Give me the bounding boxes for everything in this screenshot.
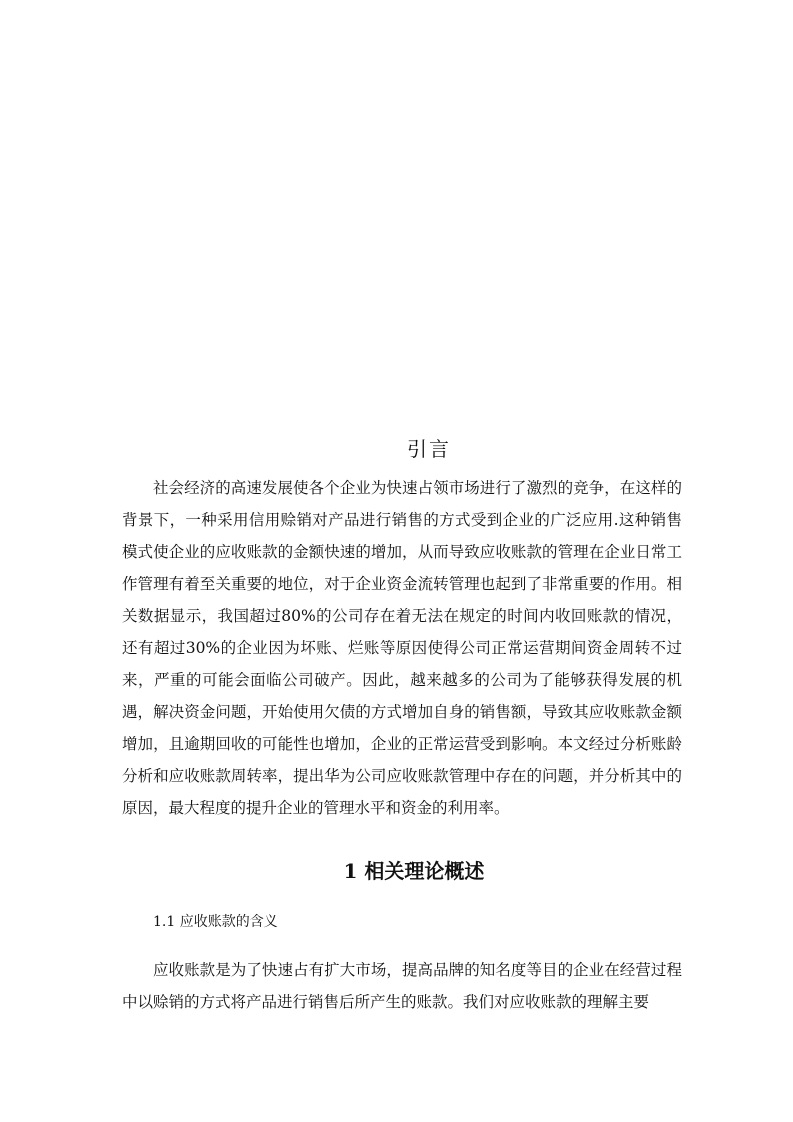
section-1-1-heading: 1.1 应收账款的含义 xyxy=(153,914,278,930)
chapter-1-heading: 1 相关理论概述 xyxy=(343,859,485,883)
intro-paragraph: 社会经济的高速发展使各个企业为快速占领市场进行了激烈的竞争，在这样的背景下，一种采用信用赊销对产品进行销售的方式受到企业的广泛应用.这种销售模式使企业的应收账款的金额快速的增加，从而导致应收账款的管理在企业日常工作管理有着至关重要的地位，对于企业资金流转管理也起到了非常重要的作用。相关数据显示，我国超过80%的公司存在着无法在规定的时间内收回账款的情况，还有超过30%的企业因为坏账、烂账等原因使得公司正常运营期间资金周转不过来，严重的可能会面临公司破产。因此，越来越多的公司为了能够获得发展的机遇，解决资金问题，开始使用欠债的方式增加自身的销售额，导致其应收账款金额增加，且逾期回收的可能性也增加，企业的正常运营受到影响。本文经过分析账龄分析和应收账款周转率，提出华为公司应收账款管理中存在的问题，并分析其中的原因，最大程度的提升企业的管理水平和资金的利用率。 xyxy=(122,479,682,817)
page-content xyxy=(122,432,682,1018)
intro-heading: 引言 xyxy=(407,437,451,461)
section-1-1-paragraph: 应收账款是为了快速占有扩大市场，提高品牌的知名度等目的企业在经营过程中以赊销的方式将产品进行销售后所产生的账款。我们对应收账款的理解主要 xyxy=(122,961,682,1011)
